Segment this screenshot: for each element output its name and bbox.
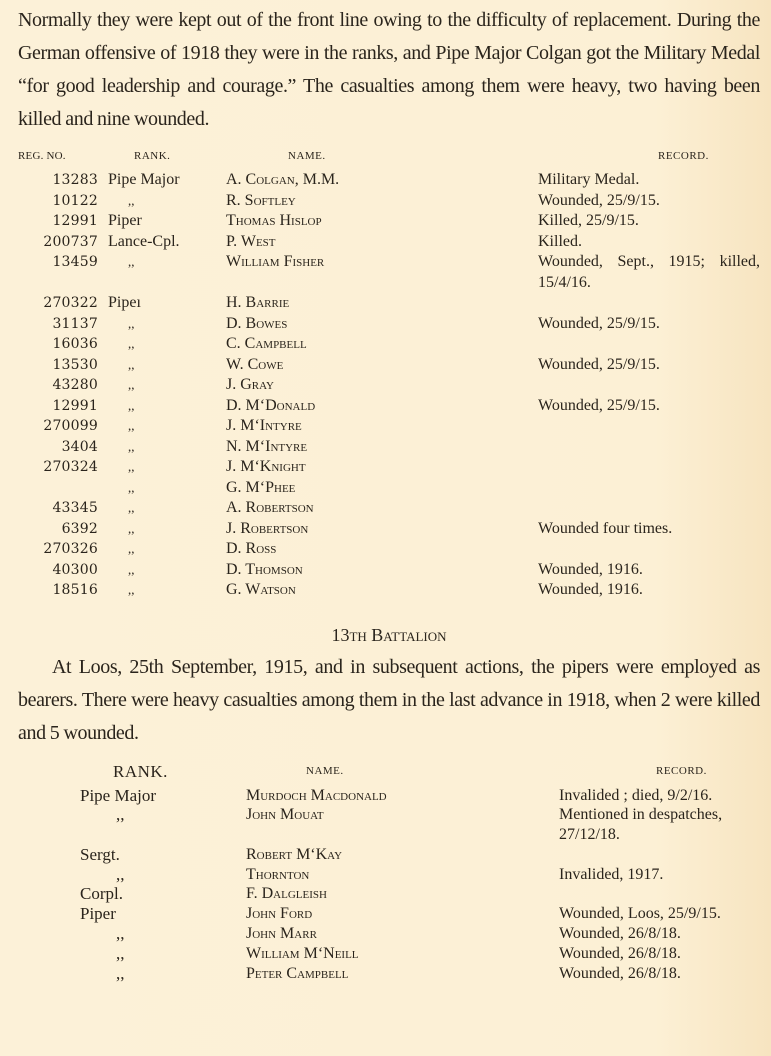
table-body: [18, 762, 760, 984]
indent-spacer: [18, 904, 80, 924]
rank-cell: ,,: [128, 397, 135, 413]
record-cell: [538, 375, 760, 396]
table-row: [18, 924, 760, 944]
reg-no-cell: 18516: [52, 582, 98, 598]
rank-cell: ,,: [128, 336, 135, 351]
record-cell: [538, 437, 760, 458]
name-cell: P. West: [226, 232, 276, 250]
name-cell: J. M‘Knight: [226, 458, 306, 475]
record-cell: Military Medal.: [538, 171, 640, 188]
table-row: [18, 904, 760, 924]
table-row: [18, 396, 760, 417]
indent-spacer: [18, 944, 80, 964]
reg-no-cell: 13530: [52, 356, 98, 373]
battalion-paragraph: At Loos, 25th September, 1915, and in subsequent actions, the pipers were employed as bearers. There were heavy casualties among them in the last advance in 1918, when 2 were killed and 5 wounded.: [18, 655, 760, 744]
table-row: [18, 865, 760, 885]
reg-no-cell: 270099: [43, 418, 98, 434]
name-cell: W. Cowe: [226, 355, 284, 373]
reg-no-cell: 6392: [61, 520, 98, 537]
table-row: [18, 805, 760, 845]
name-cell: D. Ross: [226, 540, 277, 557]
reg-no-cell: 10122: [52, 192, 98, 209]
reg-no-cell: 200737: [43, 233, 98, 250]
rank-cell: ,,: [128, 459, 135, 474]
rank-cell: ,,: [128, 356, 135, 372]
indent-spacer: [18, 924, 80, 944]
record-cell: Invalided ; died, 9/2/16.: [559, 786, 713, 804]
table-row: [18, 334, 760, 355]
name-cell: Peter Campbell: [246, 964, 349, 982]
header-rank: RANK.: [134, 150, 171, 162]
name-cell: J. Gray: [226, 376, 274, 393]
rank-cell: ,,: [128, 479, 135, 495]
table-row: [18, 498, 760, 519]
table-row: [18, 845, 760, 865]
rank-cell: ,,: [116, 864, 125, 884]
reg-no-cell: 43345: [52, 500, 98, 516]
table-row: [18, 944, 760, 964]
table-header: [18, 146, 760, 170]
name-cell: John Ford: [246, 905, 313, 923]
record-cell: Invalided, 1917.: [559, 865, 664, 883]
name-cell: William M‘Neill: [246, 944, 359, 962]
name-cell: J. Robertson: [226, 519, 309, 537]
table-row: [18, 252, 760, 293]
record-cell: Wounded, 25/9/15.: [538, 191, 660, 209]
table-row: [18, 580, 760, 601]
table-row: [18, 786, 760, 806]
name-cell: A. Robertson: [226, 499, 314, 516]
indent-spacer: [18, 805, 80, 845]
indent-spacer: [18, 865, 80, 885]
reg-no-cell: 3404: [61, 438, 98, 455]
name-cell: F. Dalgleish: [246, 885, 327, 903]
record-cell: Wounded, 25/9/15.: [538, 314, 660, 332]
header-name: NAME.: [306, 764, 344, 777]
name-cell: A. Colgan, M.M.: [226, 171, 340, 188]
rank-cell: ,,: [128, 500, 135, 515]
name-cell: N. M‘Intyre: [226, 437, 308, 455]
section-title: 13th Battalion: [331, 624, 447, 645]
table-row: [18, 964, 760, 984]
rank-cell: Piper: [108, 212, 142, 229]
rank-cell: Sergt.: [80, 844, 120, 864]
record-cell: Wounded, Loos, 25/9/15.: [559, 905, 721, 923]
rank-cell: Pipe Major: [108, 171, 180, 188]
table-row: [18, 457, 760, 478]
reg-no-cell: 43280: [52, 377, 98, 393]
table-row: [18, 539, 760, 560]
indent-spacer: [18, 964, 80, 984]
name-cell: Thornton: [246, 865, 310, 883]
rank-cell: Lance-Cpl.: [108, 232, 180, 250]
record-cell: [538, 498, 760, 519]
name-cell: Murdoch Macdonald: [246, 786, 387, 804]
indent-spacer: [18, 762, 80, 786]
record-cell: Wounded four times.: [538, 519, 673, 537]
table-row: [18, 211, 760, 232]
name-cell: John Mouat: [246, 806, 324, 824]
reg-no-cell: 13459: [52, 254, 98, 270]
rank-cell: ,,: [128, 582, 135, 597]
name-cell: Thomas Hislop: [226, 212, 322, 229]
reg-no-cell: 31137: [52, 315, 98, 332]
rank-cell: ,,: [116, 924, 125, 944]
table-row: [18, 437, 760, 458]
table-row: [18, 478, 760, 499]
record-cell: [538, 334, 760, 355]
name-cell: H. Barrie: [226, 294, 290, 311]
rank-cell: Corpl.: [80, 884, 123, 904]
indent-spacer: [18, 845, 80, 865]
indent-spacer: [18, 884, 80, 904]
header-rank: RANK.: [113, 761, 168, 781]
record-cell: Wounded, 26/8/18.: [559, 964, 681, 982]
name-cell: William Fisher: [226, 253, 325, 270]
reg-no-cell: 13283: [52, 172, 98, 188]
intro-paragraph: Normally they were kept out of the front line owing to the difficulty of replacement. During the German offensive of 1918 they were in the ranks, and Pipe Major Colgan got the Military Medal “for good leadership and courage.” The casualties among them were heavy, two having been killed and nine wounded.: [18, 9, 760, 130]
rank-cell: Pipeı: [108, 294, 141, 311]
name-cell: R. Softley: [226, 191, 296, 209]
record-cell: Wounded, 1916.: [538, 560, 643, 578]
header-record: RECORD.: [656, 764, 707, 777]
name-cell: Robert M‘Kay: [246, 845, 343, 863]
record-cell: [559, 845, 760, 865]
table-body: [18, 146, 760, 601]
name-cell: J. M‘Intyre: [226, 417, 302, 434]
rank-cell: ,,: [128, 561, 135, 577]
rank-cell: ,,: [128, 541, 135, 556]
record-cell: [559, 884, 760, 904]
table-row: [18, 293, 760, 314]
record-cell: Wounded, 1916.: [538, 581, 643, 598]
reg-no-cell: 12991: [52, 397, 98, 414]
table-row: [18, 560, 760, 581]
rank-cell: ,,: [116, 943, 125, 963]
table-row: [18, 314, 760, 335]
rank-cell: ,,: [116, 963, 125, 983]
record-cell: [538, 539, 760, 560]
header-name: NAME.: [288, 150, 326, 162]
name-cell: D. Thomson: [226, 560, 303, 578]
record-cell: Wounded, Sept., 1915; killed, 15/4/16.: [538, 253, 760, 291]
table-row: [18, 232, 760, 253]
rank-cell: Piper: [80, 904, 116, 924]
table-row: [18, 375, 760, 396]
record-cell: [538, 457, 760, 478]
reg-no-cell: 16036: [52, 336, 98, 352]
header-record: RECORD.: [658, 150, 709, 162]
table-row: [18, 884, 760, 904]
reg-no-cell: 40300: [52, 561, 98, 578]
record-cell: Wounded, 26/8/18.: [559, 944, 681, 962]
reg-no-cell: [18, 478, 108, 499]
name-cell: D. Bowes: [226, 314, 288, 332]
name-cell: D. M‘Donald: [226, 396, 316, 414]
name-cell: C. Campbell: [226, 335, 307, 352]
pipers-table: [18, 146, 760, 601]
indent-spacer: [18, 786, 80, 806]
rank-cell: Pipe Major: [80, 785, 157, 805]
rank-cell: ,,: [128, 254, 135, 269]
reg-no-cell: 270324: [43, 459, 98, 475]
record-cell: [538, 416, 760, 437]
record-cell: Wounded, 26/8/18.: [559, 925, 681, 943]
rank-cell: ,,: [128, 520, 135, 536]
table-header: [18, 762, 760, 786]
record-cell: Wounded, 25/9/15.: [538, 396, 660, 414]
header-reg-no: REG. NO.: [18, 150, 66, 162]
record-cell: Wounded, 25/9/15.: [538, 355, 660, 373]
table-row: [18, 519, 760, 540]
rank-cell: ,,: [128, 192, 135, 208]
table-row: [18, 170, 760, 191]
table-row: [18, 355, 760, 376]
table-row: [18, 191, 760, 212]
rank-cell: ,,: [128, 418, 135, 433]
record-cell: Killed.: [538, 232, 582, 250]
record-cell: [538, 478, 760, 499]
record-cell: Killed, 25/9/15.: [538, 212, 639, 229]
table-row: [18, 416, 760, 437]
record-cell: [538, 293, 760, 314]
reg-no-cell: 12991: [52, 213, 98, 229]
reg-no-cell: 270322: [43, 295, 98, 311]
rank-cell: ,,: [128, 438, 135, 454]
name-cell: G. M‘Phee: [226, 478, 296, 496]
rank-cell: ,,: [116, 805, 125, 825]
record-cell: Mentioned in despatches, 27/12/18.: [559, 806, 723, 844]
battalion-13-table: [18, 762, 760, 984]
rank-cell: ,,: [128, 315, 135, 331]
name-cell: John Marr: [246, 925, 317, 943]
name-cell: G. Watson: [226, 581, 296, 598]
rank-cell: ,,: [128, 377, 135, 392]
reg-no-cell: 270326: [43, 541, 98, 557]
